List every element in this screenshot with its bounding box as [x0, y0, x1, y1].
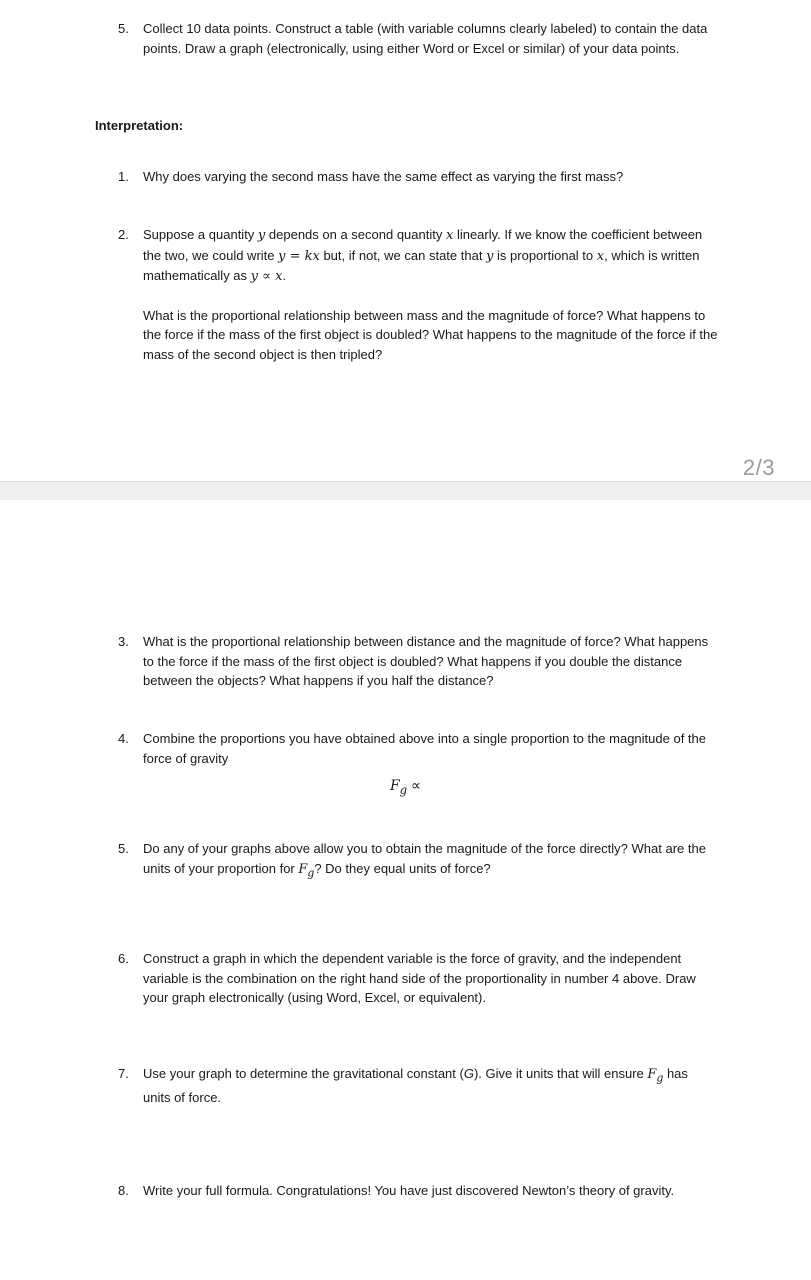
question-number: 2.	[118, 227, 129, 242]
question-8	[118, 1181, 718, 1201]
question-text: Write your full formula. Congratulations! You have just discovered Newton’s theory of gravity.	[143, 1183, 675, 1198]
question-1	[118, 167, 718, 187]
question-number: 8.	[118, 1183, 129, 1198]
question-3	[118, 632, 718, 691]
equation-linear: y = kx	[278, 248, 320, 264]
question-2	[118, 225, 718, 364]
document-page-2	[0, 500, 811, 1280]
question-2-text: What is the proportional relationship between mass and the magnitude of force? What happens to the force if the mass of the first object is doubled? What happens to the magnitude of the force if the mass of the second object is then tripled?	[143, 307, 718, 362]
question-number: 5.	[118, 21, 129, 36]
page-number-indicator: 2/3	[742, 455, 775, 480]
question-text: Why does varying the second mass have the same effect as varying the first mass?	[143, 169, 624, 184]
question-number: 7.	[118, 1066, 129, 1081]
question-4	[118, 729, 718, 768]
question-5-units	[118, 839, 718, 883]
question-text: Do any of your graphs above allow you to obtain the magnitude of the force directly? What are the units of your proportion for $F_g$? Do they equal units of force?	[143, 841, 706, 880]
question-number: 6.	[118, 951, 129, 966]
document-page-1	[0, 0, 811, 481]
question-number: 4.	[118, 731, 129, 746]
question-2-definition: Suppose a quantity y depends on a second quantity x linearly. If we know the coefficient between the two, we could write y = kx but, if not, we can state that y is proportional to x, which is written mathematically as y ∝ x.	[143, 227, 703, 284]
question-7	[118, 1064, 718, 1108]
question-number: 3.	[118, 634, 129, 649]
question-text: Collect 10 data points. Construct a table (with variable columns clearly labeled) to contain the data points. Draw a graph (electronically, using either Word or Excel or similar) of your data points.	[143, 21, 708, 56]
question-text: What is the proportional relationship between distance and the magnitude of force? What happens to the force if the mass of the first object is doubled? What happens if you double the distance between the objects? What happens if you half the distance?	[143, 634, 709, 688]
question-text: Combine the proportions you have obtained above into a single proportion to the magnitude of the force of gravity	[143, 731, 706, 766]
question-6	[118, 949, 718, 1008]
question-text: Use your graph to determine the gravitational constant (G). Give it units that will ensure $F_g$ has units of force.	[143, 1066, 688, 1106]
equation-proportional: y ∝ x	[250, 269, 283, 284]
question-text: Construct a graph in which the dependent variable is the force of gravity, and the independent variable is the combination on the right hand side of the proportionality in number 4 above. Draw your graph electronically (using Word, Excel, or equivalent).	[143, 951, 696, 1005]
question-number: 1.	[118, 169, 129, 184]
question-number: 5.	[118, 841, 129, 856]
gravity-proportion-formula: $F_g$ ∝	[389, 777, 422, 797]
section-heading-interpretation: Interpretation:	[95, 118, 184, 133]
question-5-data-points	[118, 19, 718, 58]
page-separator	[0, 481, 811, 501]
